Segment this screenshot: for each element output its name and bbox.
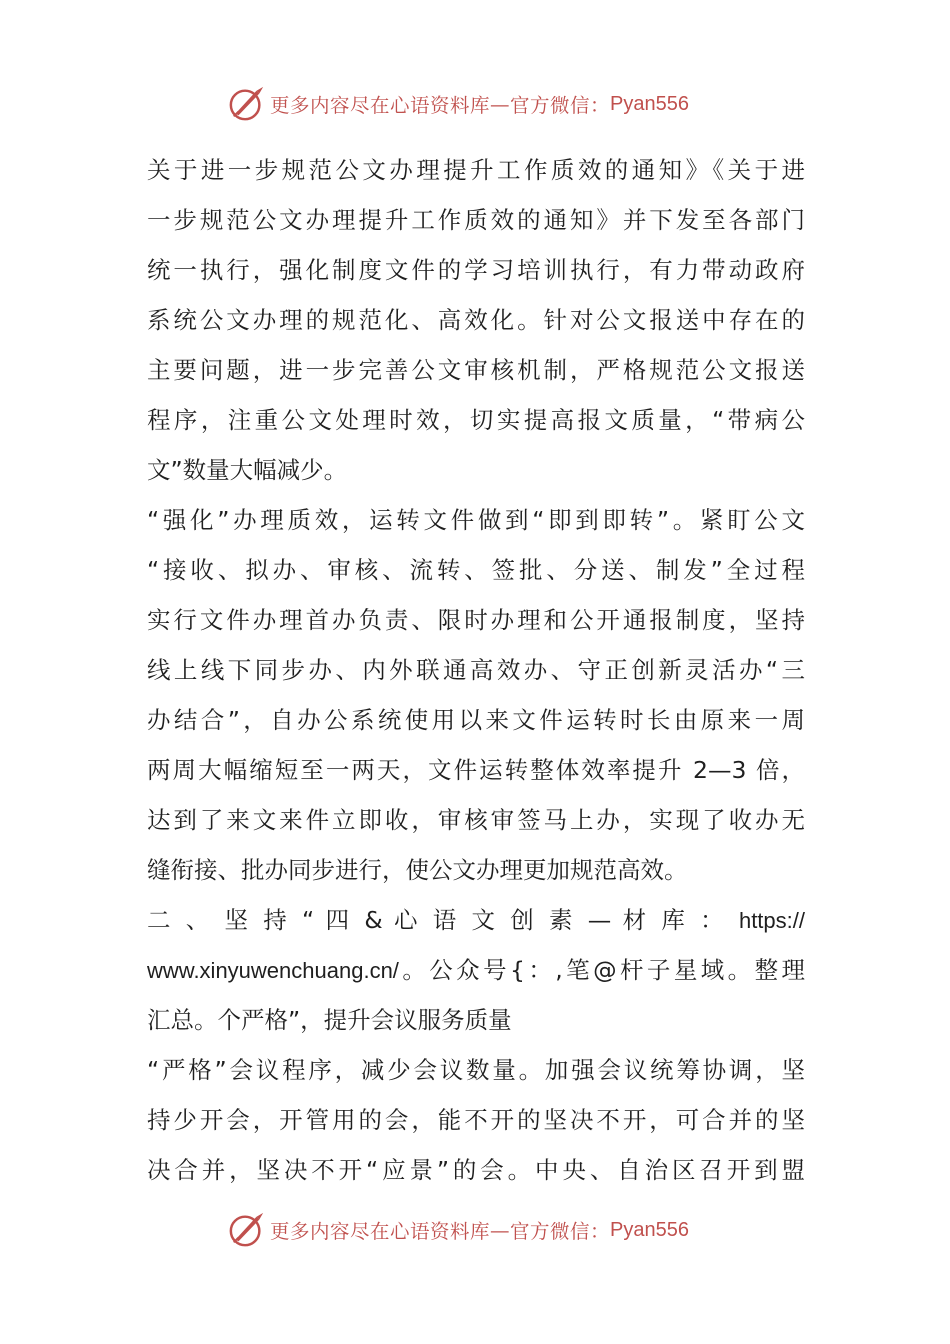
banner-wechat-label: 官方微信： <box>510 1220 611 1243</box>
url-line-rest: 。公众号{：,笔@杆子星域。整理 <box>398 956 805 984</box>
text-line: 一步规范公文办理提升工作质效的通知》并下发至各部门 <box>147 206 805 234</box>
text-line: 汇总。个严格”，提升会议服务质量 <box>147 1006 512 1034</box>
heading-url-start: https:// <box>738 908 805 933</box>
text-line: 文”数量大幅减少。 <box>147 456 348 484</box>
text-line: 系统公文办理的规范化、高效化。针对公文报送中存在的 <box>147 306 805 334</box>
text-line: 关于进一步规范公文办理提升工作质效的通知》《关于进 <box>147 156 805 184</box>
text-line: “强化”办理质效，运转文件做到“即到即转”。紧盯公文 <box>147 506 805 534</box>
banner-tagline: 更多内容尽在心语资料库 <box>270 1220 491 1243</box>
text-line: 统一执行，强化制度文件的学习培训执行，有力带动政府 <box>147 256 805 284</box>
text-line: “接收、拟办、审核、流转、签批、分送、制发”全过程 <box>147 556 805 584</box>
text-line: 主要问题，进一步完善公文审核机制，严格规范公文报送 <box>147 356 805 384</box>
quill-logo-icon <box>228 85 266 123</box>
header-banner <box>228 84 689 124</box>
text-line: 缝衔接、批办同步进行，使公文办理更加规范高效。 <box>147 856 688 884</box>
site-url: www.xinyuwenchuang.cn/ <box>147 958 399 983</box>
text-line: 办结合”，自办公系统使用以来文件运转时长由原来一周 <box>147 706 805 734</box>
text-line: 实行文件办理首办负责、限时办理和公开通报制度，坚持 <box>147 606 805 634</box>
section-heading-line <box>147 895 805 945</box>
banner-wechat-label: 官方微信： <box>510 94 611 117</box>
banner-handle: Pyan556 <box>610 1218 689 1241</box>
banner-dash: — <box>490 1218 511 1242</box>
text-line: 程序，注重公文处理时效，切实提高报文质量，“带病公 <box>147 406 805 434</box>
text-line: 持少开会，开管用的会，能不开的坚决不开，可合并的坚 <box>147 1106 805 1134</box>
text-line: “严格”会议程序，减少会议数量。加强会议统筹协调，坚 <box>147 1056 805 1084</box>
text-line: 线上线下同步办、内外联通高效办、守正创新灵活办“三 <box>147 656 805 684</box>
banner-handle: Pyan556 <box>610 92 689 115</box>
text-line: 达到了来文来件立即收，审核审签马上办，实现了收办无 <box>147 806 805 834</box>
text-line: 决合并，坚决不开“应景”的会。中央、自治区召开到盟 <box>147 1156 805 1184</box>
text-line: 两周大幅缩短至一两天，文件运转整体效率提升 2—3 倍， <box>147 756 805 784</box>
document-body <box>147 145 805 1195</box>
quill-logo-icon <box>228 1211 266 1249</box>
url-line <box>147 945 805 995</box>
banner-dash: — <box>490 92 511 116</box>
banner-tagline: 更多内容尽在心语资料库 <box>270 94 491 117</box>
section-heading-chars: 二 、 坚 持 “ 四 & 心 语 文 创 素 — 材 库 ： <box>147 906 739 934</box>
footer-banner <box>228 1210 689 1250</box>
